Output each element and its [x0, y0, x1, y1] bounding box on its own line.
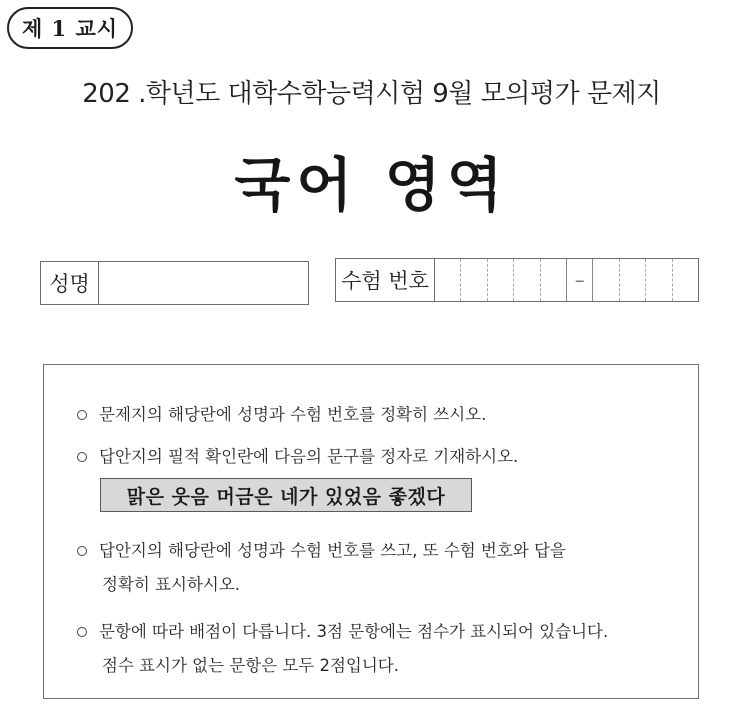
circle-bullet-icon	[77, 546, 87, 556]
exam-number-digit-cell	[435, 259, 461, 301]
page-title: 국어 영역	[234, 151, 509, 219]
instruction-item	[77, 618, 608, 642]
instruction-text: 문제지의 해당란에 성명과 수험 번호를 정확히 쓰시오.	[99, 405, 487, 424]
exam-number-digit-cell	[673, 259, 698, 301]
name-input-area	[99, 262, 308, 304]
period-badge: 제 1 교시	[7, 7, 133, 49]
exam-number-cells	[435, 259, 698, 301]
instructions-box	[43, 364, 699, 699]
circle-bullet-icon	[77, 452, 87, 462]
exam-number-digit-cell	[461, 259, 487, 301]
exam-number-digit-cell	[541, 259, 567, 301]
instruction-continuation: 정확히 표시하시오.	[102, 575, 241, 594]
name-field	[40, 261, 309, 305]
exam-number-digit-cell	[488, 259, 514, 301]
instruction-continuation: 점수 표시가 없는 문항은 모두 2점입니다.	[102, 656, 399, 675]
instruction-item	[77, 443, 518, 467]
name-label: 성명	[41, 262, 99, 304]
exam-subtitle: 202 .학년도 대학수학능력시험 9월 모의평가 문제지	[82, 79, 661, 109]
exam-number-label: 수험 번호	[336, 259, 435, 301]
exam-number-field	[335, 258, 699, 302]
instruction-item	[77, 401, 486, 425]
exam-number-digit-cell	[646, 259, 672, 301]
instruction-text: 답안지의 필적 확인란에 다음의 문구를 정자로 기재하시오.	[99, 447, 519, 466]
circle-bullet-icon	[77, 627, 87, 637]
instruction-item	[77, 537, 566, 561]
exam-number-digit-cell	[620, 259, 646, 301]
exam-number-digit-cell	[514, 259, 540, 301]
handwriting-phrase: 맑은 웃음 머금은 네가 있었음 좋겠다	[100, 478, 472, 512]
exam-number-separator: –	[567, 259, 593, 301]
instruction-text: 문항에 따라 배점이 다릅니다. 3점 문항에는 점수가 표시되어 있습니다.	[99, 622, 609, 641]
instruction-text: 답안지의 해당란에 성명과 수험 번호를 쓰고, 또 수험 번호와 답을	[99, 541, 566, 560]
exam-number-digit-cell	[593, 259, 619, 301]
circle-bullet-icon	[77, 410, 87, 420]
